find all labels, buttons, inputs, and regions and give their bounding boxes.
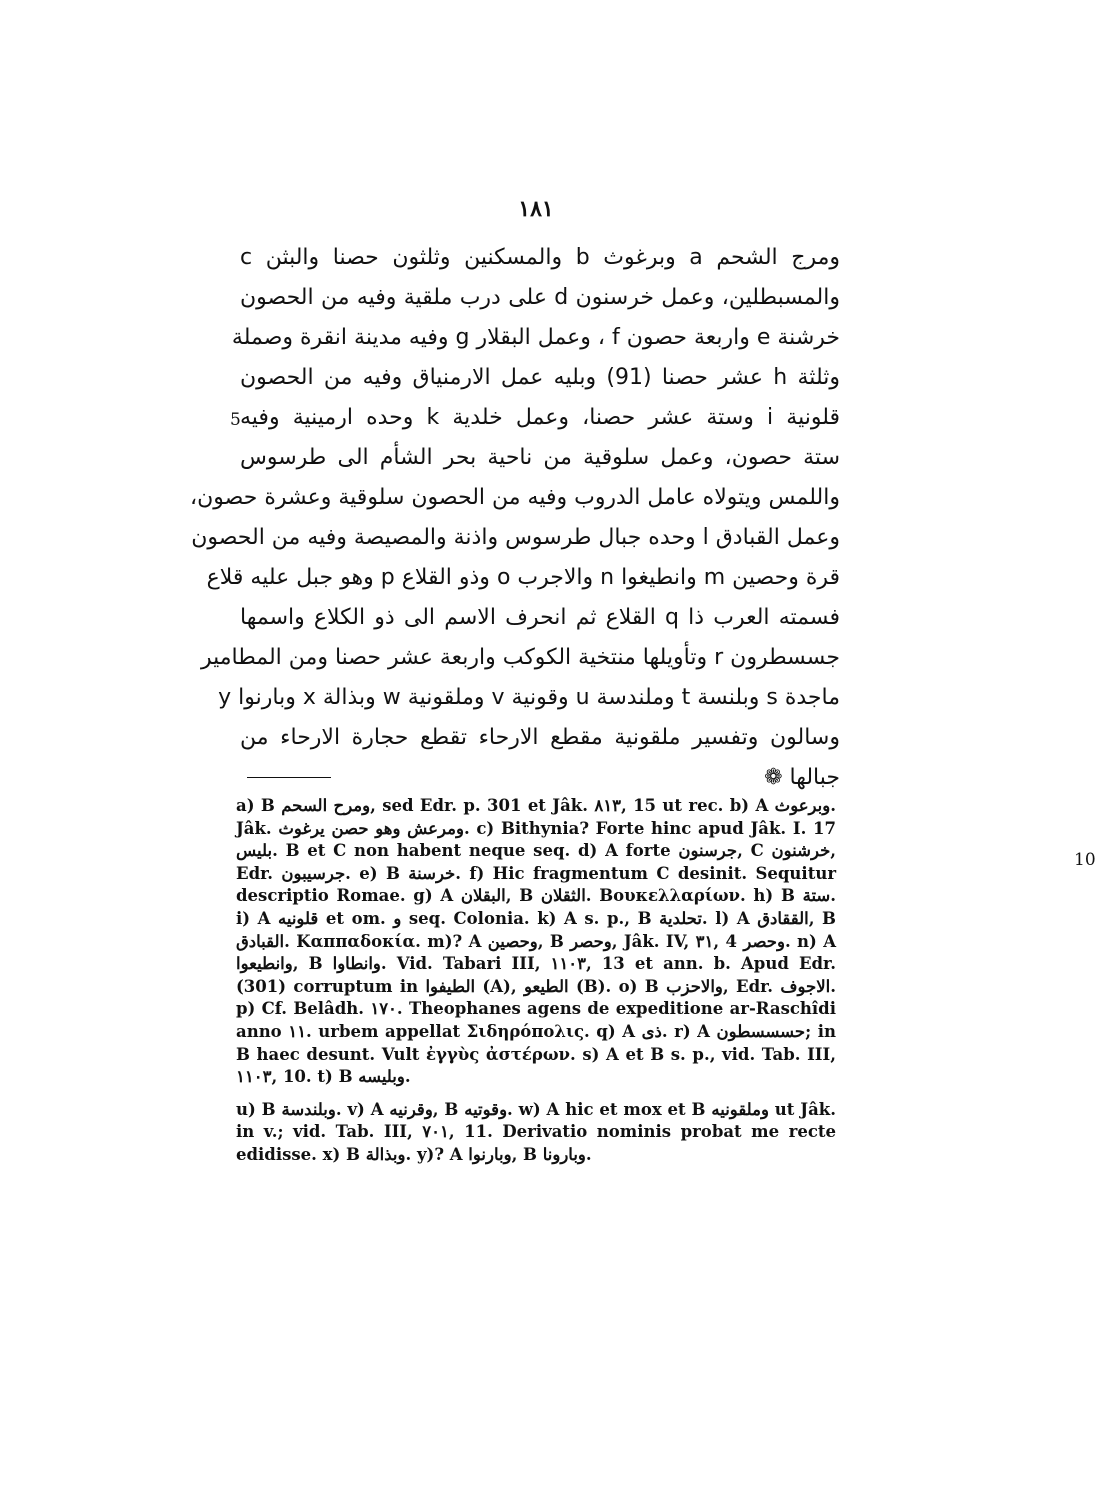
arabic-line: ستة حصون، وعمل سلوقية من ناحية بحر الشأم الى طرسوس (240, 445, 840, 470)
arabic-line: جبالها ❁ (764, 765, 840, 790)
footnote-paragraph: u) B وبلندسة. v) A وقرنيه, B وقوتيه. w) A hic et mox et B وملقونيه ut Jâk. in v.; vid. Tab. III, ٧٠١, 11. Derivatio nominis probat me recte edidisse. x) B وبذالة. y)? A وبارنوا, B وبارونا. (236, 1099, 836, 1164)
arabic-line: وسالون وتفسير ملقونية مقطع الارحاء تقطع حجارة الارحاء من (240, 725, 840, 750)
line-number-10: 10 (1074, 850, 1096, 870)
footnotes (236, 795, 836, 1177)
arabic-line: والمسبطلين، وعمل خرسنون d على درب ملقية وفيه من الحصون (240, 285, 840, 310)
arabic-line: ماجدة s وبلنسة t وملندسة u وقونية v وملقونية w وبذالة x وبارنوا y (218, 685, 840, 710)
page-number: ١٨١ (518, 196, 554, 222)
line-number-5: 5 (230, 410, 241, 430)
arabic-line: قلونية i وستة عشر حصنا، وعمل خلدية k وحده ارمينية وفيه (240, 405, 840, 430)
footnote-separator (247, 777, 331, 778)
arabic-line: ومرج الشحم a وبرغوث b والمسكنين وثلثون حصنا والبثن c (240, 245, 840, 270)
arabic-text-block (190, 238, 1096, 870)
arabic-line: خرشنة e واربعة حصون f ، وعمل البقلار g وفيه مدينة انقرة وصملة (231, 325, 840, 350)
arabic-line: فسمته العرب ذا q القلاع ثم انحرف الاسم الى ذو الكلاع واسمها (240, 605, 840, 630)
arabic-line: جسسطرون r وتأويلها منتخية الكوكب واربعة عشر حصنا ومن المطامير (200, 645, 840, 670)
footnote-paragraph: a) B ومرح السحم, sed Edr. p. 301 et Jâk. ٨١٣, 15 ut rec. b) A وبرعوث. Jâk. ومرعش وهو حصن يرغوث. c) Bithynia? Forte hinc apud Jâk. I. 17 بليس. B et C non habent neque seq. d) A forte جرسنون, C خرشنون, Edr. جرسيبون. e) B خرسنة. f) Hic fragmentum C desinit. Sequitur descriptio Romae. g) A البقلان, B الثقلان. Βουκελλαρίων. h) B ستة. i) A قلونيه et om. و seq. Colonia. k) A s. p., B تحلدية. l) A الققادق, B القبادق. Καππαδοκία. m)? A وحصين, B وحصر, Jâk. IV, ٣١, 4 وحصر. n) A وانطيعوا, B وانطاوا. Vid. Tabari III, ١١٠٣, 13 et ann. b. Apud Edr. (301) corruptum in الطيفوا (A), الطيعو (B). o) B والاحزب, Edr. الاجوف. p) Cf. Belâdh. ١٧٠. Theophanes agens de expeditione ar-Raschîdi anno ١١. urbem appellat Σιδηρόπολις. q) A ذى. r) A حسسسطون; in B haec desunt. Vult ἐγγὺς ἀστέρων. s) A et B s. p., vid. Tab. III, ١١٠٣, 10. t) B وبليسه. (236, 796, 837, 1087)
arabic-line: واللمس ويتولاه عامل الدروب وفيه من الحصون سلوقية وعشرة حصون، (190, 485, 840, 510)
arabic-line: وعمل القبادق l وحده جبال طرسوس واذنة والمصيصة وفيه من الحصون (191, 525, 840, 550)
arabic-line: قرة وحصين m وانطيغوا n والاجرب o وذو القلاع p وهو جبل عليه قلاع (206, 565, 840, 590)
arabic-line: وثلثة h عشر حصنا (91) وبليه عمل الارمنياق وفيه من الحصون (240, 365, 840, 390)
